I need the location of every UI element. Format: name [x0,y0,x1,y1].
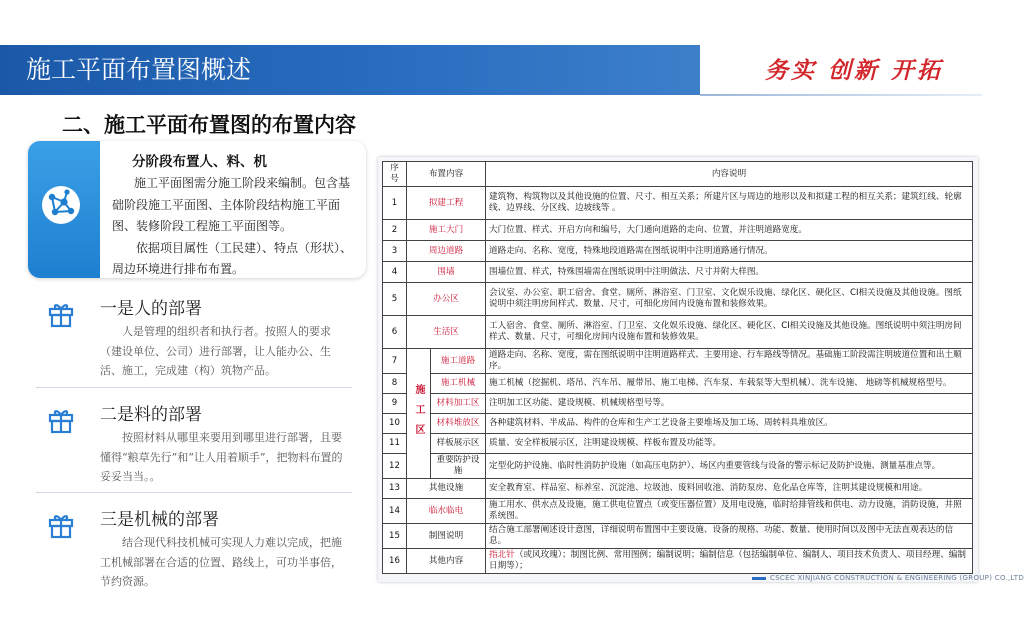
divider [36,492,352,493]
item-title: 一是人的部署 [100,299,202,319]
table-row: 13 其他设施 安全教育室、样品室、标养室、沉淀池、垃圾池、废料回收池、消防泵房、危化品仓库等，注明其建设规模和用途。 [383,479,973,499]
item-people [36,294,352,384]
header-no: 序号 [383,162,407,187]
footer-accent-bar [752,577,766,580]
zone-label: 施工区 [407,349,431,479]
layout-content-table [382,161,973,574]
item-body: 结合现代科技机械可实现人力难以完成，把施工机械部署在合适的位置、路线上，可功半事倍，节约资源。 [100,536,342,588]
summary-body [112,173,358,281]
layout-content-table-image [378,157,978,582]
company-slogan: 务实 创新 开拓 [765,57,944,84]
item-body: 人是管理的组织者和执行者。按照人的要求（建设单位、公司）进行部署，让人能办公、生活、施工，完成建（构）筑物产品。 [100,325,331,377]
page-title-bar [0,45,700,95]
table-row: 3 周边道路 道路走向、名称、宽度，特殊地段道路需在图纸说明中注明道路通行情况。 [383,241,973,262]
table-row: 4 围墙 围墙位置、样式，特殊围墙需在图纸说明中注明做法、尺寸并附大样图。 [383,262,973,283]
summary-paragraph-2: 依据项目属性（工民建）、特点（形状）、周边环境进行排布布置。 [112,240,353,276]
summary-heading: 分阶段布置人、料、机 [132,154,267,170]
company-footer: CSCEC XINJIANG CONSTRUCTION & ENGINEERING (GROUP) CO.,LTD [770,574,1024,582]
header-divider [700,94,982,96]
gift-icon [46,509,76,539]
table-row: 16 其他内容 指北针（或风玫瑰）；制图比例、常用图例；编制说明；编制信息（包括编制单位、编制人、项目技术负责人、项目经理、编制日期等）； [383,549,973,574]
table-row: 2 施工大门 大门位置、样式、开启方向和编号，大门通向道路的走向、位置，并注明道路宽度。 [383,220,973,241]
table-row: 7 施工区 施工道路 道路走向、名称、宽度，需在图纸说明中注明道路样式、主要用途、行车路线等情况。基础施工阶段需注明坡道位置和出土顺序。 [383,349,973,374]
summary-paragraph-1: 施工平面图需分施工阶段来编制。包含基础阶段施工平面图、主体阶段结构施工平面图、装修阶段工程施工平面图等。 [112,176,351,233]
table-row: 12 重要防护设施 定型化防护设施、临时性消防护设施（如高压电防护）、场区内重要管线与设备的警示标记及防护设施、测量基准点等。 [383,454,973,479]
table-row: 6 生活区 工人宿舍、食堂、厕所、淋浴室、门卫室、文化娱乐设施、绿化区、硬化区、CI相关设施及其他设施。图纸说明中须注明房间样式、数量、尺寸，可细化房间内设施布置和装修效果。 [383,316,973,349]
section-subtitle: 二、施工平面布置图的布置内容 [62,113,356,137]
item-body: 按照材料从哪里来要用到哪里进行部署，且要懂得“粮草先行”和“让人用着顺手”，把物料布置的妥妥当当。。 [100,431,343,483]
table-row: 8 施工机械 施工机械（挖掘机、塔吊、汽车吊、履带吊、施工电梯、汽车泵、车载泵等大型机械）、洗车设施、 地磅等机械规格型号。 [383,374,973,394]
table-row: 1 拟建工程 建筑物、构筑物以及其他设施的位置、尺寸、相互关系；所建片区与周边的地形以及和拟建工程的相互关系；建筑红线、轮廓线、边界线、分区线、边坡线等 。 [383,187,973,220]
table-row: 14 临水临电 施工用水、供水点及设施，施工供电位置点（或变压器位置）及用电设施，临时给排管线和供电、动力设施，消防设施，井照系统图。 [383,499,973,524]
item-materials [36,400,352,490]
item-title: 三是机械的部署 [100,510,219,530]
item-machinery [36,505,352,595]
network-globe-icon [40,184,82,226]
gift-icon [46,298,76,328]
table-row: 5 办公区 会议室、办公室、职工宿舍、食堂、厕所、淋浴室、门卫室、文化娱乐设施、绿化区、硬化区、CI相关设施及其他设施。图纸说明中须注明房间样式、数量、尺寸，可细化房间内设施布置和装修效果。 [383,283,973,316]
page-title: 施工平面布置图概述 [26,55,252,84]
table-row: 15 制图说明 结合施工部署阐述设计意图，详细说明布置图中主要设施、设备的规格、功能、数量、使用时间以及图中无法直观表达的信息。 [383,524,973,549]
divider [36,387,352,388]
table-row: 10 材料堆放区 各种建筑材料、半成品、构件的仓库和生产工艺设备主要堆场及加工场、周转料具堆放区。 [383,414,973,434]
gift-icon [46,404,76,434]
header-desc: 内容说明 [486,162,973,187]
table-row: 9 材料加工区 注明加工区功能、建设规模、机械规格型号等。 [383,394,973,414]
table-row: 11 样板展示区 质量、安全样板展示区，注明建设规模、样板布置及功能等。 [383,434,973,454]
item-title: 二是料的部署 [100,405,202,425]
table-header-row [383,162,973,187]
header-name: 布置内容 [407,162,486,187]
